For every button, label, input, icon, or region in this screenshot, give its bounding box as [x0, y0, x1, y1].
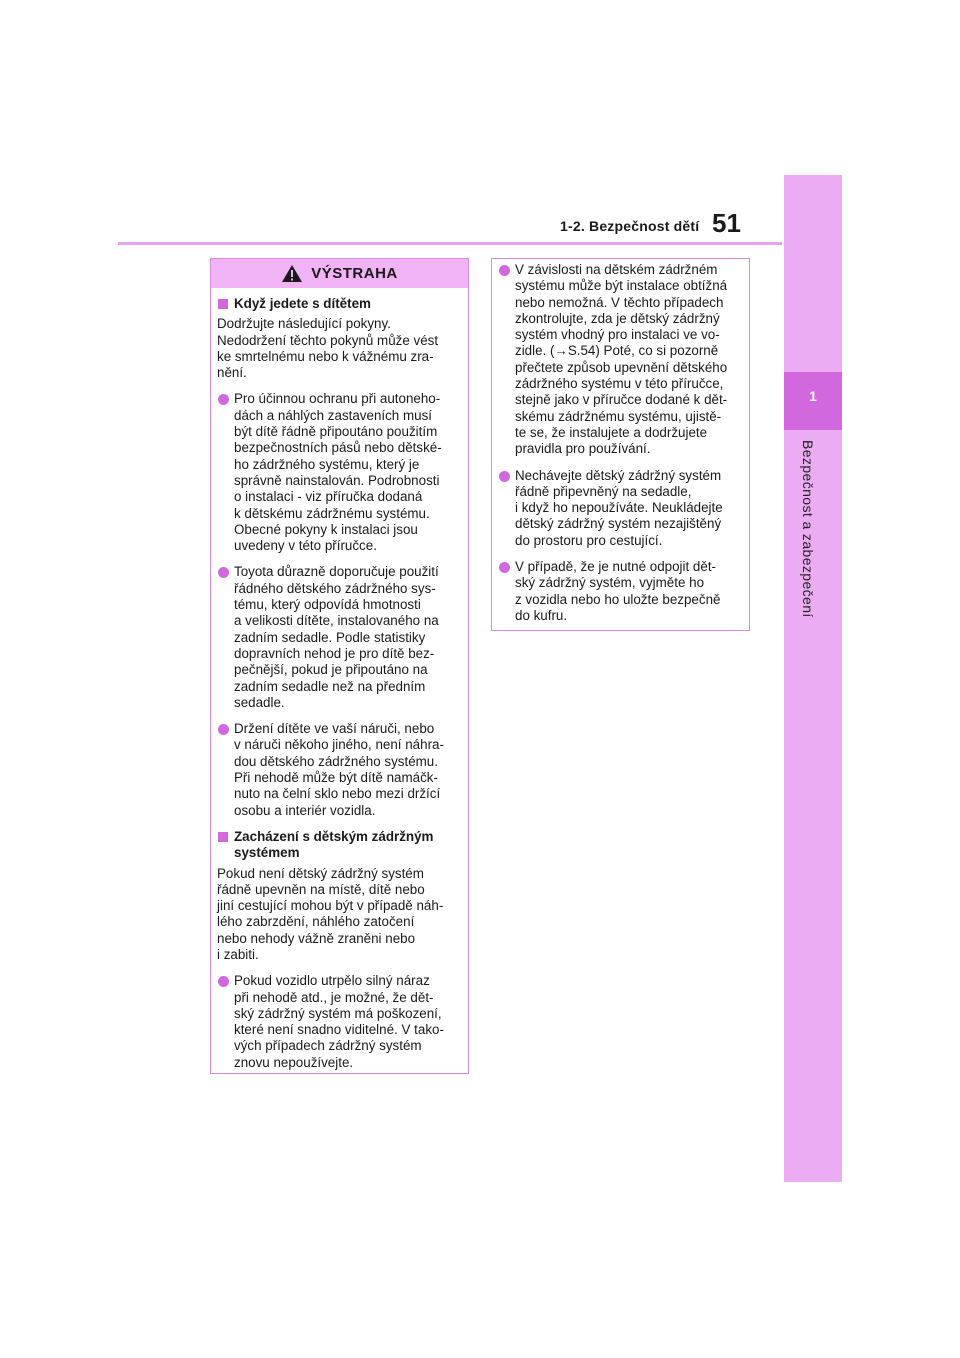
header-title: 1-2. Bezpečnost dětí: [560, 218, 700, 234]
round-bullet-icon: [499, 265, 510, 276]
square-bullet-icon: [218, 299, 228, 309]
bullet-item: Nechávejte dětský zádržný systém řádně připevněný na sedadle, i když ho nepoužíváte. Neukládejte dětský zádržný systém nezajištěný do prostoru pro cestující.: [498, 468, 741, 549]
header-divider: [118, 242, 782, 245]
square-bullet-icon: [218, 832, 228, 842]
bullet-item: V závislosti na dětském zádržném systému může být instalace obtížná nebo nemožná. V těchto případech zkontrolujte, zda je dětský zádržný systém vhodný pro instalaci ve vo- zidle. (→S.54) Poté, co si pozorně přečtete způsob upevnění dětského zádržného systému v této příručce, stejně jako v příručce dodané k dět- skému zádržnému systému, ujistě- te se, že instalujete a dodržujete pravidla pro používání.: [498, 262, 741, 458]
warning-label: VÝSTRAHA: [311, 265, 398, 282]
bullet-item: Pokud vozidlo utrpělo silný náraz při nehodě atd., je možné, že dět- ský zádržný systém má poškození, které není snadno viditelné. V tako- vých případech zádržný systém znovu nepoužívejte.: [217, 973, 460, 1071]
warning-header: [211, 259, 468, 288]
bullet-item: Toyota důrazně doporučuje použití řádného dětského zádržného sys- tému, který odpovídá hmotnosti a velikosti dítěte, instalovaného na zadním sedadle. Podle statistiky dopravních nehod je pro dítě bez- pečnější, pokud je připoutáno na zadním sedadle než na předním sedadle.: [217, 564, 460, 711]
side-tab: [784, 175, 842, 1182]
bullet-item: V případě, že je nutné odpojit dět- ský zádržný systém, vyjměte ho z vozidla nebo ho uložte bezpečně do kufru.: [498, 559, 741, 624]
bullet-item: Držení dítěte ve vaší náruči, nebo v náruči někoho jiného, není náhra- dou dětského zádržného systému. Při nehodě může být dítě namáčk- nuto na čelní sklo nebo mezi držící osobu a interiér vozidla.: [217, 721, 460, 819]
warning-box-right: [491, 258, 750, 631]
section-heading: Zacházení s dětským zádržným systémem: [217, 829, 460, 862]
section-heading: Když jedete s dítětem: [217, 296, 460, 312]
round-bullet-icon: [218, 976, 229, 987]
round-bullet-icon: [499, 471, 510, 482]
warning-box-left: [210, 258, 469, 1074]
bullet-item: Pro účinnou ochranu při autoneho- dách a náhlých zastaveních musí být dítě řádně připoutáno použitím bezpečnostních pásů nebo dětské- ho zádržného systému, který je správně nainstalován. Podrobnosti o instalaci - viz příručka dodaná k dětskému zádržnému systému. Obecné pokyny k instalaci jsou uvedeny v této příručce.: [217, 391, 460, 554]
chapter-number: 1: [809, 388, 817, 404]
round-bullet-icon: [499, 562, 510, 573]
page-number: 51: [712, 208, 741, 238]
round-bullet-icon: [218, 724, 229, 735]
round-bullet-icon: [218, 567, 229, 578]
round-bullet-icon: [218, 394, 229, 405]
section-intro: Pokud není dětský zádržný systém řádně upevněn na místě, dítě nebo jiní cestující mohou být v případě náh- lého zabrzdění, náhlého zatočení nebo nehody vážně zraněni nebo i zabiti.: [217, 865, 444, 962]
warning-triangle-icon: [281, 264, 303, 283]
chapter-label: Bezpečnost a zabezpečení: [800, 440, 816, 618]
section-intro: Dodržujte následující pokyny. Nedodržení těchto pokynů může vést ke smrtelnému nebo k vážnému zra- nění.: [217, 316, 439, 381]
